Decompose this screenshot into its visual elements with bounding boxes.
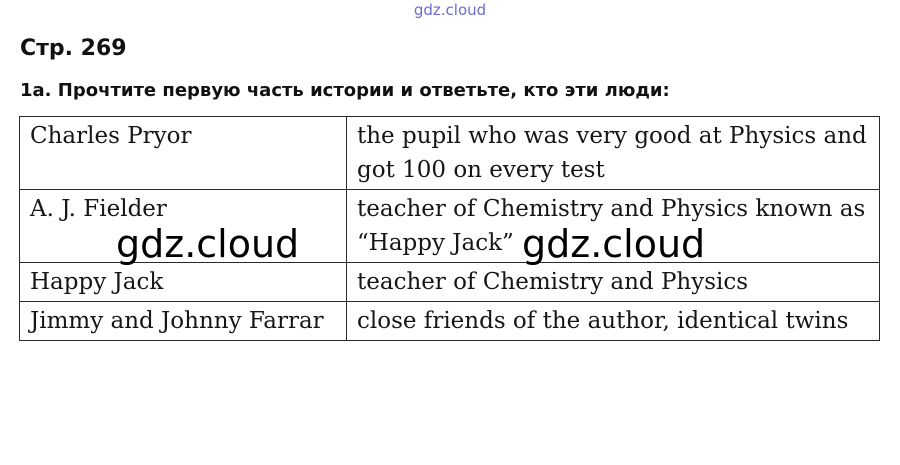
person-description-cell: teacher of Chemistry and Physics known as “Happy Jack” bbox=[347, 190, 880, 263]
task-heading: 1a. Прочтите первую часть истории и ответьте, кто эти люди: bbox=[20, 80, 670, 101]
page-title: Стр. 269 bbox=[20, 36, 127, 61]
table-row bbox=[20, 302, 880, 341]
answers-table bbox=[19, 116, 880, 341]
person-description-cell: teacher of Chemistry and Physics bbox=[347, 263, 880, 302]
watermark-right: gdz.cloud bbox=[522, 222, 706, 266]
person-description-cell: the pupil who was very good at Physics and got 100 on every test bbox=[347, 117, 880, 190]
person-name-cell: A. J. Fielder bbox=[20, 190, 347, 263]
person-name-cell: Jimmy and Johnny Farrar bbox=[20, 302, 347, 341]
watermark-left: gdz.cloud bbox=[116, 222, 300, 266]
table-row bbox=[20, 263, 880, 302]
table-row bbox=[20, 190, 880, 263]
person-name-cell: Happy Jack bbox=[20, 263, 347, 302]
top-watermark: gdz.cloud bbox=[413, 1, 487, 19]
table-row bbox=[20, 117, 880, 190]
person-description-cell: close friends of the author, identical twins bbox=[347, 302, 880, 341]
person-name-cell: Charles Pryor bbox=[20, 117, 347, 190]
